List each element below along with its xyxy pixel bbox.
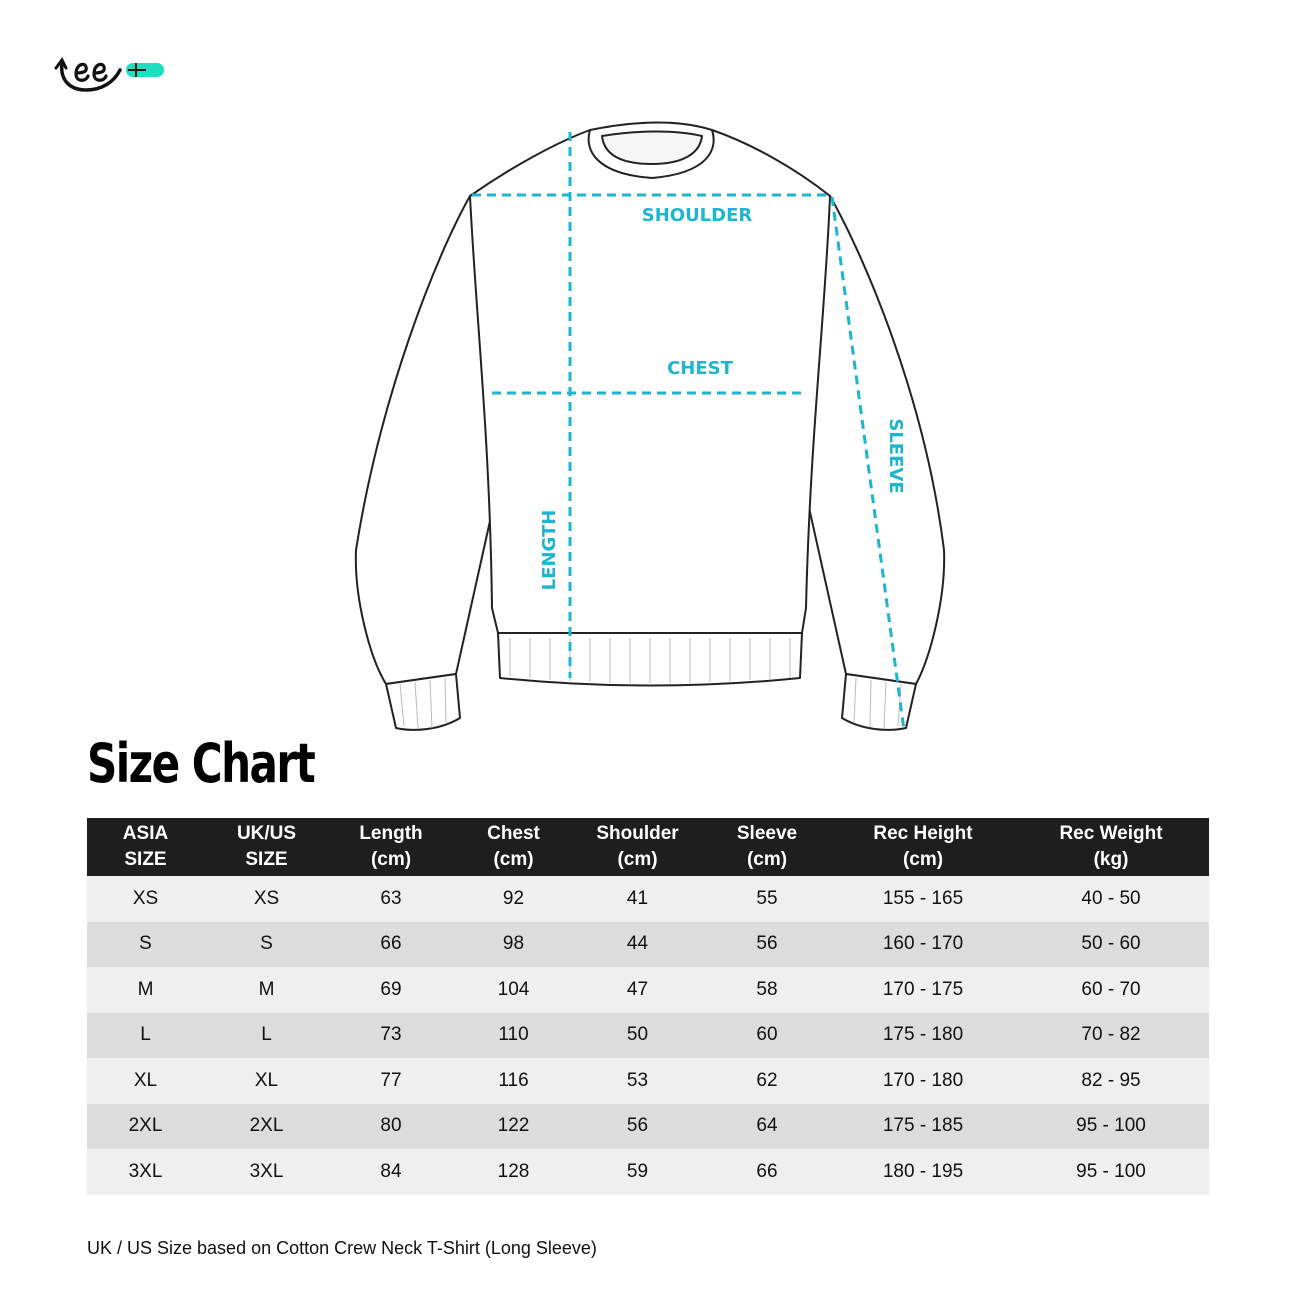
table-cell: 66	[329, 922, 453, 968]
column-header-line: ASIA	[122, 823, 169, 844]
table-cell: 60	[701, 1013, 833, 1059]
table-cell: 170 - 175	[833, 967, 1013, 1013]
table-cell: 175 - 185	[833, 1104, 1013, 1150]
table-cell: 56	[701, 922, 833, 968]
table-cell: 170 - 180	[833, 1058, 1013, 1104]
table-cell: 3XL	[87, 1149, 204, 1195]
table-cell: 92	[453, 876, 574, 922]
table-cell: 44	[574, 922, 701, 968]
column-header-line: Shoulder	[596, 823, 679, 844]
column-header-line: Chest	[487, 823, 540, 844]
table-cell: 40 - 50	[1013, 876, 1209, 922]
sleeve-label: SLEEVE	[885, 418, 906, 494]
table-cell: XL	[87, 1058, 204, 1104]
table-cell: 98	[453, 922, 574, 968]
table-cell: 77	[329, 1058, 453, 1104]
table-cell: S	[204, 922, 329, 968]
column-header-line: Rec Height	[873, 823, 973, 844]
table-cell: 122	[453, 1104, 574, 1150]
sweatshirt-diagram	[340, 118, 960, 748]
table-body	[87, 876, 1209, 1195]
table-cell: 50	[574, 1013, 701, 1059]
table-cell: 104	[453, 967, 574, 1013]
table-cell: 175 - 180	[833, 1013, 1013, 1059]
table-cell: 160 - 170	[833, 922, 1013, 968]
table-row	[87, 1104, 1209, 1150]
table-cell: 50 - 60	[1013, 922, 1209, 968]
column-header-line: Sleeve	[736, 823, 798, 844]
smiley-ee-logo-icon	[52, 50, 168, 98]
column-header	[701, 818, 833, 876]
table-header-row	[87, 818, 1209, 876]
table-cell: 53	[574, 1058, 701, 1104]
table-cell: 80	[329, 1104, 453, 1150]
column-header-line: (kg)	[1093, 849, 1129, 870]
table-cell: 63	[329, 876, 453, 922]
table-cell: 58	[701, 967, 833, 1013]
table-cell: 2XL	[87, 1104, 204, 1150]
column-header-line: (cm)	[370, 849, 412, 870]
column-header-line: UK/US	[236, 823, 297, 844]
size-table	[87, 818, 1209, 1195]
table-row	[87, 922, 1209, 968]
table-cell: M	[204, 967, 329, 1013]
table-cell: XL	[204, 1058, 329, 1104]
column-header	[329, 818, 453, 876]
table-cell: 69	[329, 967, 453, 1013]
column-header-line: SIZE	[245, 849, 288, 870]
table-cell: XS	[204, 876, 329, 922]
table-row	[87, 1058, 1209, 1104]
table-row	[87, 967, 1209, 1013]
table-cell: 110	[453, 1013, 574, 1059]
table-cell: 73	[329, 1013, 453, 1059]
page-title: Size Chart	[87, 732, 315, 795]
table-cell: 62	[701, 1058, 833, 1104]
table-cell: 47	[574, 967, 701, 1013]
column-header-line: (cm)	[902, 849, 944, 870]
table-row	[87, 1013, 1209, 1059]
table-cell: 2XL	[204, 1104, 329, 1150]
sweatshirt-outline-icon	[340, 118, 960, 748]
table-cell: 82 - 95	[1013, 1058, 1209, 1104]
table-cell: 155 - 165	[833, 876, 1013, 922]
table-cell: 41	[574, 876, 701, 922]
table-cell: M	[87, 967, 204, 1013]
table-cell: 66	[701, 1149, 833, 1195]
table-cell: 180 - 195	[833, 1149, 1013, 1195]
shoulder-label: SHOULDER	[641, 205, 753, 226]
column-header	[1013, 818, 1209, 876]
footnote: UK / US Size based on Cotton Crew Neck T-Shirt (Long Sleeve)	[87, 1238, 597, 1258]
length-label: LENGTH	[539, 509, 560, 591]
table-cell: 60 - 70	[1013, 967, 1209, 1013]
table-cell: 3XL	[204, 1149, 329, 1195]
table-cell: 55	[701, 876, 833, 922]
chest-label: CHEST	[667, 358, 733, 379]
column-header	[574, 818, 701, 876]
table-cell: 59	[574, 1149, 701, 1195]
column-header	[87, 818, 204, 876]
table-cell: L	[204, 1013, 329, 1059]
table-cell: 95 - 100	[1013, 1149, 1209, 1195]
column-header-line: (cm)	[617, 849, 658, 870]
table-cell: 95 - 100	[1013, 1104, 1209, 1150]
column-header-line: SIZE	[124, 849, 167, 870]
column-header-line: (cm)	[746, 849, 788, 870]
column-header-line: (cm)	[493, 849, 534, 870]
brand-logo	[52, 50, 168, 98]
column-header	[204, 818, 329, 876]
table-cell: L	[87, 1013, 204, 1059]
column-header-line: Length	[359, 823, 423, 844]
table-cell: 64	[701, 1104, 833, 1150]
table-cell: 116	[453, 1058, 574, 1104]
table-row	[87, 876, 1209, 922]
table-cell: S	[87, 922, 204, 968]
table-row	[87, 1149, 1209, 1195]
table-cell: 84	[329, 1149, 453, 1195]
table-cell: 56	[574, 1104, 701, 1150]
column-header	[453, 818, 574, 876]
column-header-line: Rec Weight	[1059, 823, 1163, 844]
table-cell: XS	[87, 876, 204, 922]
table-cell: 70 - 82	[1013, 1013, 1209, 1059]
column-header	[833, 818, 1013, 876]
table-cell: 128	[453, 1149, 574, 1195]
